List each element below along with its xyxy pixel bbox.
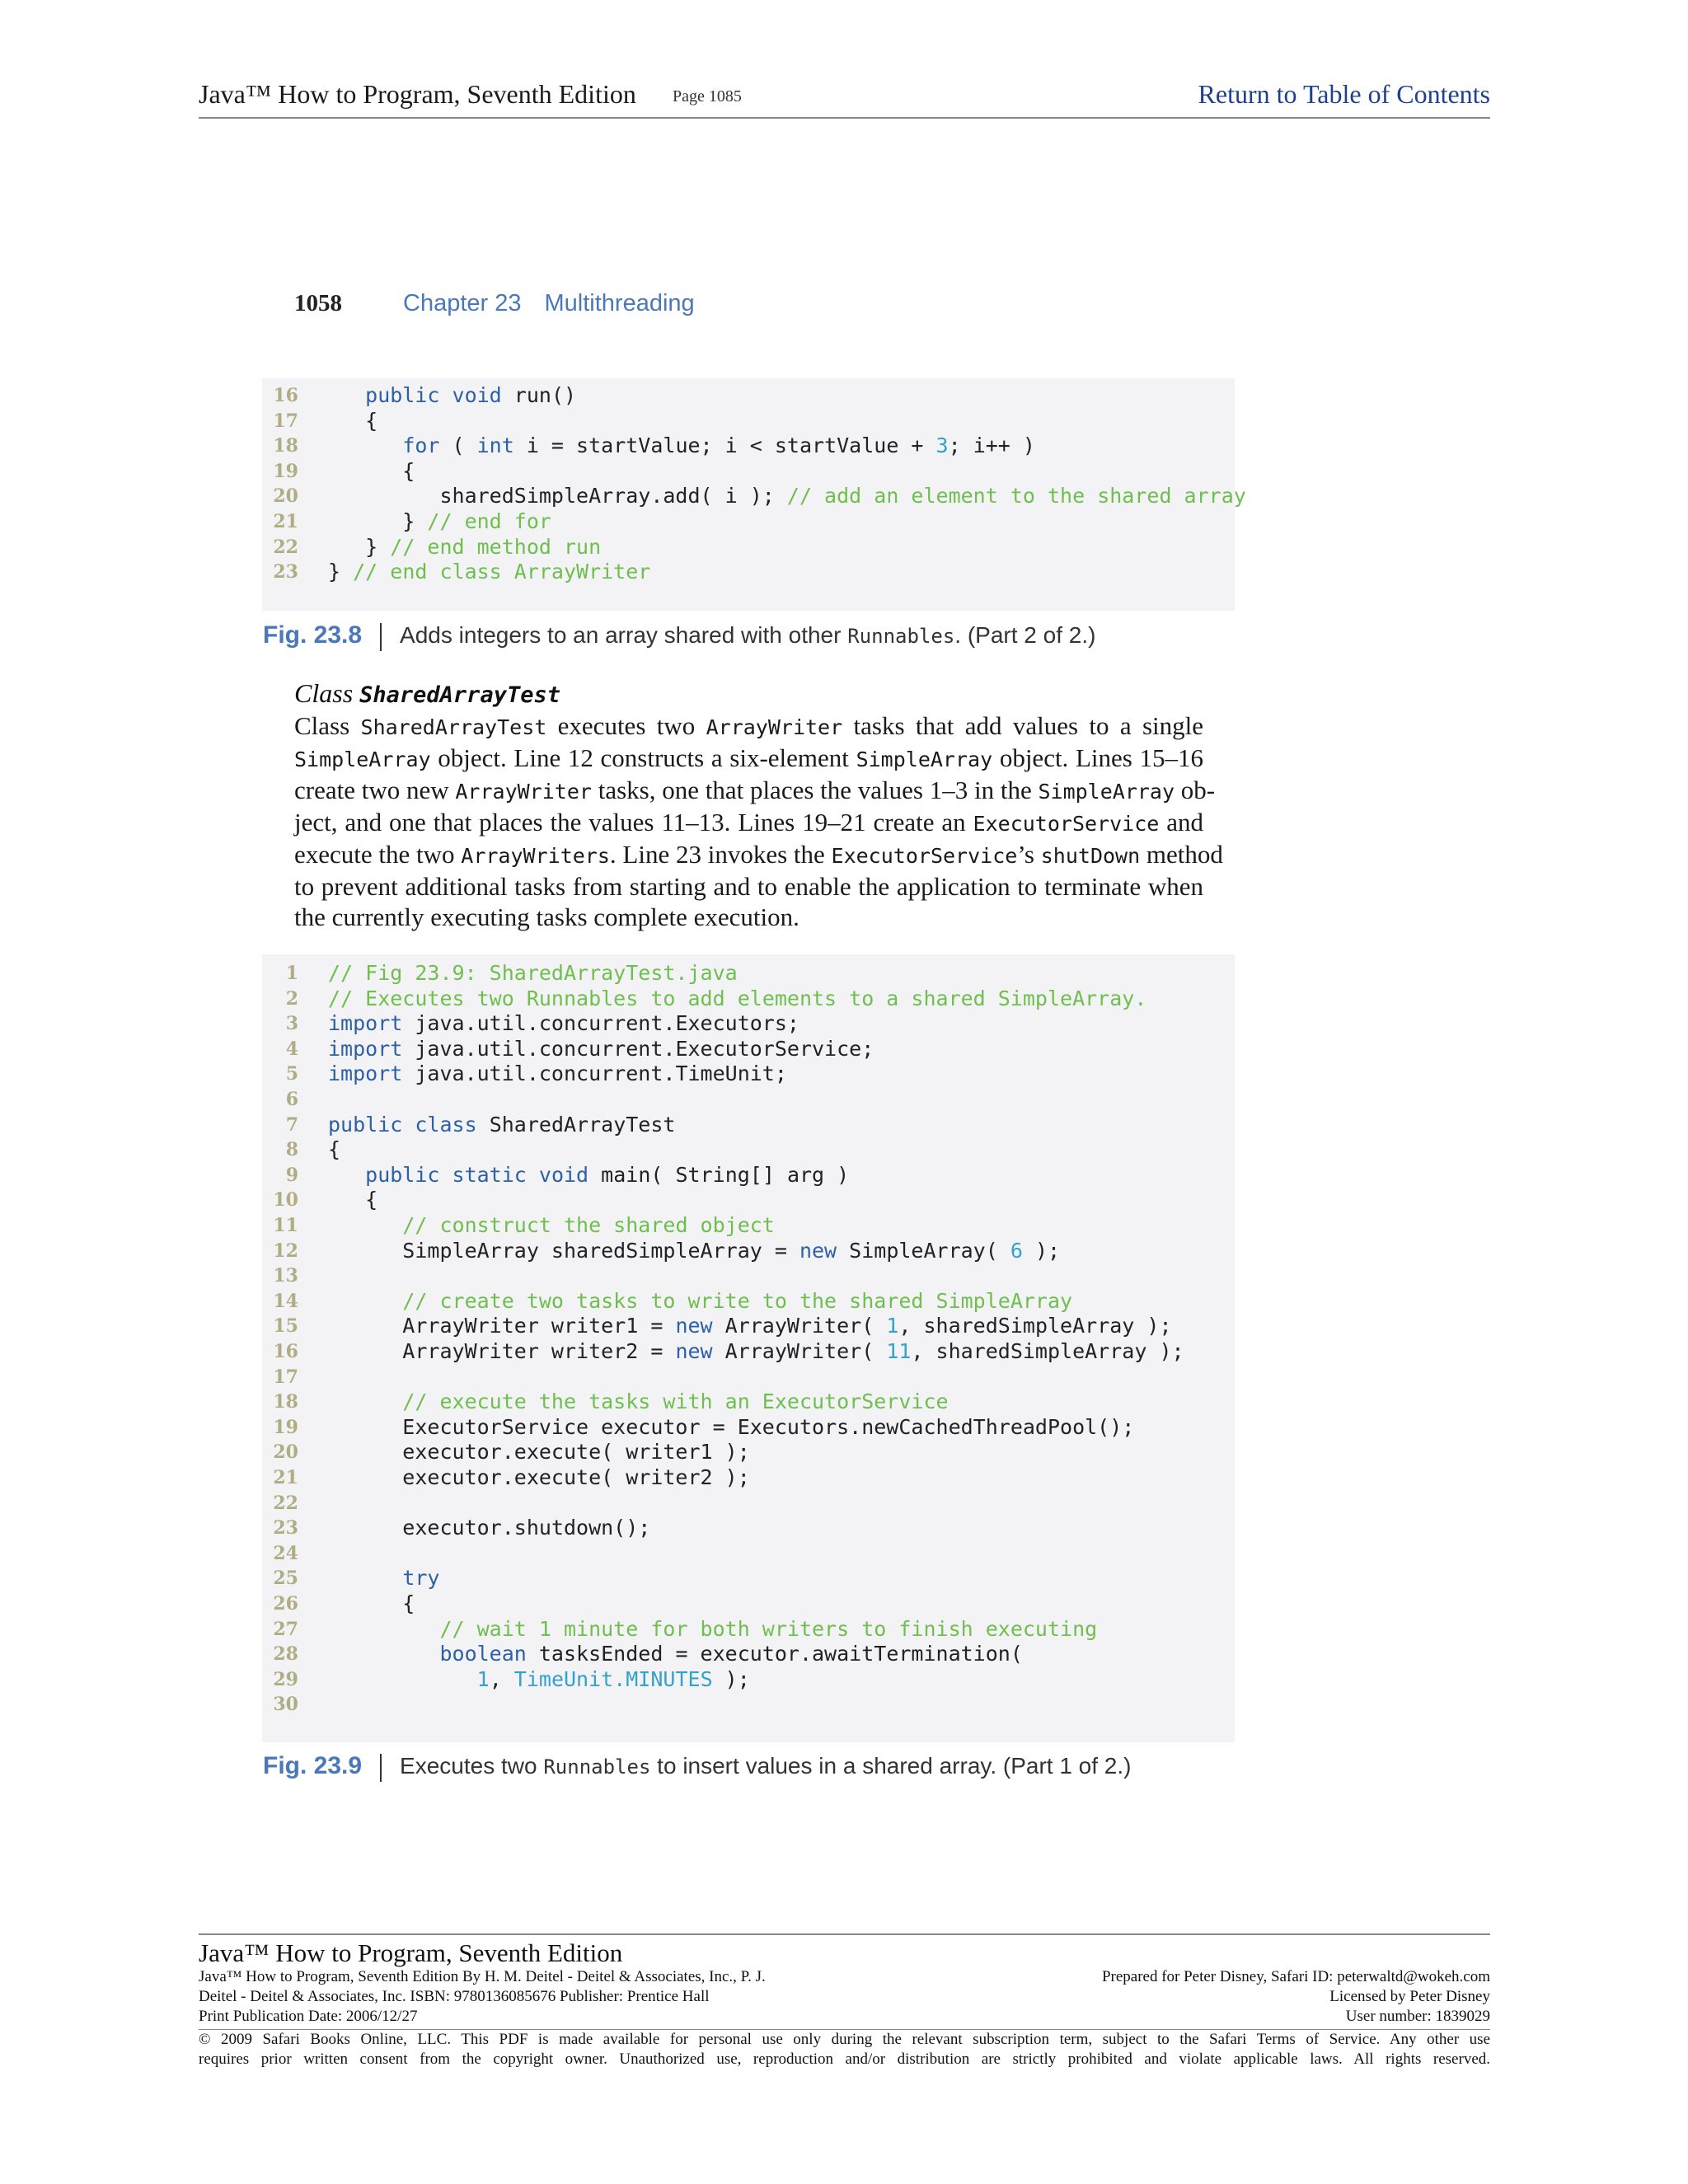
paragraph-line — [294, 807, 1203, 839]
code-text — [328, 1465, 750, 1490]
code-line — [262, 1213, 1235, 1238]
code-text — [328, 1163, 849, 1188]
code-token: i = startValue; i < startValue + — [513, 434, 936, 458]
code-text — [328, 1314, 1172, 1338]
code-text — [328, 409, 377, 434]
line-number: 20 — [273, 485, 298, 508]
text-run: executes two — [546, 711, 706, 740]
code-token — [527, 1163, 539, 1187]
section-heading-prefix: Class — [294, 678, 360, 708]
code-keyword: public — [328, 1112, 403, 1137]
text-run: the currently executing tasks complete execution. — [294, 902, 799, 931]
code-line — [262, 1365, 1235, 1390]
code-comment: // wait 1 minute for both writers to finish executing — [439, 1616, 1098, 1641]
code-token — [439, 383, 452, 407]
line-number: 23 — [273, 561, 298, 583]
code-text — [328, 1011, 799, 1036]
code-token: java.util.concurrent.TimeUnit; — [402, 1062, 787, 1086]
footer-publication-date: Print Publication Date: 2006/12/27 — [199, 2008, 418, 2025]
figure-caption-23-8 — [263, 621, 1095, 651]
code-line — [262, 1062, 1235, 1086]
code-token: { — [328, 458, 415, 483]
section-heading — [294, 678, 560, 709]
code-token: ; i++ ) — [948, 434, 1035, 458]
figure-number: Fig. 23.8 — [263, 621, 363, 649]
code-keyword: static — [452, 1162, 527, 1187]
footer-row — [199, 2008, 1490, 2027]
code-token: ArrayWriter writer1 = — [328, 1314, 676, 1338]
code-text — [328, 1037, 874, 1062]
footer-row — [199, 1968, 1490, 1988]
code-token: executor.shutdown(); — [328, 1516, 651, 1540]
code-line — [262, 1465, 1235, 1490]
code-token: run() — [501, 383, 577, 407]
line-number: 30 — [273, 1694, 298, 1716]
code-line — [262, 1541, 1235, 1566]
code-text — [328, 1591, 415, 1616]
code-line — [262, 1239, 1235, 1263]
code-text — [328, 1289, 1072, 1314]
code-comment: // execute the tasks with an ExecutorService — [402, 1390, 949, 1414]
code-token — [328, 434, 402, 457]
code-comment: // add an element to the shared array — [786, 484, 1246, 509]
inline-code: ArrayWriter — [455, 780, 592, 804]
code-text — [328, 509, 551, 534]
code-text — [328, 560, 650, 584]
code-line — [262, 1667, 1235, 1692]
code-text — [328, 484, 1246, 509]
code-line — [262, 409, 1235, 434]
code-line — [262, 961, 1235, 986]
running-head — [294, 290, 695, 317]
code-token — [328, 1667, 477, 1691]
code-keyword: import — [328, 1062, 403, 1086]
line-number: 2 — [285, 987, 298, 1010]
line-number: 16 — [273, 385, 298, 406]
text-run: . Line 23 invokes the — [609, 840, 832, 869]
code-line — [262, 987, 1235, 1011]
line-number: 22 — [273, 1492, 298, 1514]
code-token: ArrayWriter writer2 = — [328, 1339, 676, 1363]
inline-code: ArrayWriters — [461, 844, 610, 868]
caption-code: Runnables — [847, 625, 955, 648]
code-literal: 11 — [886, 1339, 912, 1363]
code-listing-fig-23-9 — [262, 954, 1235, 1742]
code-text — [328, 1667, 750, 1692]
code-comment: // construct the shared object — [402, 1213, 775, 1237]
code-text — [328, 459, 415, 484]
caption-code: Runnables — [543, 1755, 651, 1779]
page-footer — [199, 1933, 1490, 2069]
footer-copyright — [199, 2029, 1490, 2069]
line-number: 9 — [285, 1164, 298, 1186]
code-comment: // end for — [427, 509, 551, 533]
line-number: 21 — [273, 1467, 298, 1488]
code-token — [439, 1163, 452, 1187]
line-number: 24 — [273, 1542, 298, 1564]
line-number: 20 — [273, 1441, 298, 1464]
code-token: } — [328, 534, 391, 559]
line-number: 1 — [285, 963, 298, 984]
code-token: ); — [1022, 1238, 1061, 1263]
code-literal: 1 — [886, 1314, 899, 1338]
paragraph-line — [294, 743, 1203, 775]
inline-code: SimpleArray — [294, 748, 431, 771]
line-number: 7 — [285, 1113, 298, 1136]
code-line — [262, 1339, 1235, 1364]
line-number: 14 — [273, 1290, 298, 1312]
code-line — [262, 1415, 1235, 1440]
paragraph-line — [294, 710, 1203, 743]
code-line — [262, 509, 1235, 534]
text-run: ob- — [1175, 776, 1216, 804]
code-text — [328, 1390, 949, 1414]
text-run: tasks that add values to a single — [842, 711, 1203, 740]
section-heading-code: SharedArrayTest — [359, 682, 560, 708]
code-text — [328, 1566, 439, 1591]
code-text — [328, 1415, 1134, 1440]
code-comment: // create two tasks to write to the shared SimpleArray — [402, 1288, 1073, 1313]
code-token — [328, 1642, 439, 1666]
code-token: ); — [712, 1666, 750, 1691]
code-text — [328, 1137, 340, 1162]
code-text — [328, 1642, 1023, 1666]
line-number: 27 — [273, 1618, 298, 1640]
line-number: 10 — [273, 1189, 298, 1212]
code-line — [262, 1163, 1235, 1188]
code-keyword: boolean — [439, 1642, 527, 1666]
code-text — [328, 1188, 377, 1212]
code-keyword: try — [402, 1566, 440, 1591]
inline-code: SimpleArray — [856, 748, 993, 771]
code-line — [262, 484, 1246, 509]
code-line — [262, 1491, 1235, 1516]
code-keyword: import — [328, 1011, 403, 1036]
code-text — [328, 383, 576, 408]
code-line — [262, 1037, 1235, 1062]
code-comment: // Executes two Runnables to add elements to a shared SimpleArray. — [328, 986, 1147, 1010]
code-keyword: public — [365, 1162, 440, 1187]
caption-separator — [380, 623, 382, 651]
chapter-title: Multithreading — [544, 290, 695, 316]
code-text — [328, 1617, 1097, 1642]
line-number: 17 — [273, 410, 298, 432]
line-number: 15 — [273, 1315, 298, 1338]
code-literal: 1 — [476, 1666, 490, 1691]
code-token — [328, 1163, 365, 1187]
code-token: java.util.concurrent.ExecutorService; — [402, 1036, 874, 1061]
inline-code: ArrayWriter — [706, 715, 843, 739]
code-token: { — [328, 1137, 341, 1162]
code-line — [262, 1137, 1235, 1162]
paragraph-line — [294, 871, 1203, 902]
code-text — [328, 987, 1146, 1011]
code-keyword: void — [452, 383, 502, 407]
code-token: SimpleArray( — [837, 1238, 1010, 1263]
line-number: 12 — [273, 1240, 298, 1262]
code-line — [262, 1516, 1235, 1540]
code-token: ArrayWriter( — [712, 1314, 887, 1338]
footer-book-title: Java™ How to Program, Seventh Edition — [199, 1938, 623, 1967]
code-keyword: new — [675, 1339, 713, 1363]
book-title: Java™ How to Program, Seventh Edition — [199, 79, 636, 109]
inline-code: SharedArrayTest — [360, 715, 547, 739]
code-token: SimpleArray sharedSimpleArray = — [328, 1238, 799, 1263]
code-token — [328, 1213, 402, 1237]
line-number: 6 — [285, 1089, 298, 1110]
line-number: 19 — [273, 460, 298, 482]
code-literal: 6 — [1010, 1238, 1023, 1263]
text-run: execute the two — [294, 840, 462, 869]
code-line — [262, 383, 1235, 408]
code-token: main( String[] arg ) — [588, 1162, 850, 1187]
copyright-line: © 2009 Safari Books Online, LLC. This PDF is made available for personal use only during the relevant subscription term, subject to the Safari Terms of Service. Any other use — [199, 2031, 1490, 2048]
code-token — [328, 1617, 439, 1641]
page-reference: Page 1085 — [673, 87, 742, 105]
line-number: 4 — [285, 1038, 298, 1060]
caption-text: Executes two — [400, 1753, 544, 1779]
code-line — [262, 434, 1235, 458]
footer-row — [199, 1988, 1490, 2008]
text-run: create two new — [294, 776, 456, 804]
code-token: { — [328, 408, 378, 433]
footer-isbn-line: Deitel - Deitel & Associates, Inc. ISBN: 9780136085676 Publisher: Prentice Hall — [199, 1988, 710, 2005]
footer-user-number: User number: 1839029 — [1345, 2008, 1490, 2025]
line-number: 18 — [273, 1391, 298, 1413]
code-line — [262, 1263, 1235, 1288]
paragraph-line — [294, 839, 1223, 871]
text-run: ject, and one that places the values 11–13. Lines 19–21 create an — [294, 808, 973, 837]
code-line — [262, 1440, 1235, 1465]
code-token: executor.execute( writer1 ); — [328, 1440, 750, 1465]
chapter-label: Chapter 23 — [403, 290, 522, 316]
code-line — [262, 1087, 1235, 1112]
code-text — [328, 1516, 650, 1540]
code-keyword: import — [328, 1036, 403, 1061]
caption-separator — [380, 1754, 382, 1782]
code-token: java.util.concurrent.Executors; — [402, 1011, 799, 1036]
code-token: ExecutorService executor = Executors.newCachedThreadPool(); — [328, 1414, 1135, 1439]
code-keyword: class — [415, 1112, 477, 1137]
footer-author-line: Java™ How to Program, Seventh Edition By H. M. Deitel - Deitel & Associates, Inc., P. J. — [199, 1968, 766, 1985]
line-number: 18 — [273, 435, 298, 457]
line-number: 5 — [285, 1063, 298, 1085]
code-line — [262, 1566, 1235, 1591]
line-number: 26 — [273, 1593, 298, 1615]
code-token: } — [328, 509, 428, 533]
code-text — [328, 434, 1035, 458]
code-token — [328, 1566, 402, 1590]
paragraph-line — [294, 902, 1203, 932]
code-text — [328, 1213, 775, 1238]
code-text — [328, 1113, 675, 1137]
text-run: ’s — [1017, 840, 1041, 869]
code-listing-fig-23-8 — [262, 378, 1246, 611]
paragraph-line — [294, 775, 1216, 807]
code-line — [262, 535, 1235, 560]
inline-code: SimpleArray — [1038, 780, 1175, 804]
code-line — [262, 1642, 1235, 1666]
line-number: 19 — [273, 1416, 298, 1438]
code-token: } — [328, 560, 354, 584]
footer-licensed-by: Licensed by Peter Disney — [1329, 1988, 1490, 2005]
code-token: , — [489, 1666, 514, 1691]
code-line — [262, 1390, 1235, 1414]
line-number: 21 — [273, 511, 298, 532]
code-keyword: int — [476, 434, 514, 458]
line-number: 11 — [273, 1215, 298, 1236]
code-token: executor.execute( writer2 ); — [328, 1465, 750, 1489]
code-token — [328, 1289, 402, 1313]
line-number: 13 — [273, 1265, 298, 1287]
text-run: to prevent additional tasks from starting and to enable the application to terminate when — [294, 872, 1203, 901]
code-literal: TimeUnit.MINUTES — [513, 1666, 713, 1691]
line-number: 8 — [285, 1139, 298, 1161]
code-token: SharedArrayTest — [476, 1112, 676, 1137]
code-token: , sharedSimpleArray ); — [898, 1314, 1172, 1338]
code-text — [328, 1239, 1060, 1263]
code-text — [328, 535, 601, 560]
code-line — [262, 459, 1235, 484]
text-run: object. Line 12 constructs a six-element — [430, 743, 856, 772]
code-keyword: void — [538, 1162, 589, 1187]
code-comment: // end class ArrayWriter — [353, 560, 651, 584]
code-token: tasksEnded = executor.awaitTermination( — [526, 1642, 1023, 1666]
text-run: tasks, one that places the values 1–3 in the — [591, 776, 1039, 804]
code-line — [262, 560, 1235, 584]
code-text — [328, 961, 738, 986]
code-text — [328, 1062, 787, 1086]
caption-text: Adds integers to an array shared with other — [400, 622, 848, 648]
body-paragraph — [294, 710, 1223, 932]
text-run: method — [1140, 840, 1223, 869]
code-line — [262, 1011, 1235, 1036]
code-comment: // Fig 23.9: SharedArrayTest.java — [328, 961, 738, 985]
code-text — [328, 1440, 750, 1465]
inline-code: ExecutorService — [831, 844, 1018, 868]
text-run: object. Lines 15–16 — [992, 743, 1204, 772]
code-comment: // end method run — [390, 534, 602, 559]
top-header — [199, 74, 1490, 119]
figure-number: Fig. 23.9 — [263, 1752, 363, 1779]
code-line — [262, 1289, 1235, 1314]
figure-caption-23-9 — [263, 1752, 1131, 1782]
text-run: and — [1159, 808, 1203, 837]
line-number: 22 — [273, 536, 298, 558]
code-keyword: new — [675, 1314, 713, 1338]
code-line — [262, 1591, 1235, 1616]
code-text — [328, 1339, 1184, 1364]
caption-text-end: . (Part 2 of 2.) — [954, 622, 1096, 648]
code-line — [262, 1113, 1235, 1137]
code-token — [402, 1113, 415, 1137]
code-token: , sharedSimpleArray ); — [911, 1339, 1184, 1363]
line-number: 3 — [285, 1013, 298, 1035]
line-number: 17 — [273, 1366, 298, 1388]
footer-prepared-for: Prepared for Peter Disney, Safari ID: peterwaltd@wokeh.com — [1101, 1968, 1490, 1985]
line-number: 29 — [273, 1668, 298, 1690]
line-number: 28 — [273, 1643, 298, 1666]
inline-code: ExecutorService — [973, 812, 1160, 836]
code-line — [262, 1314, 1235, 1338]
code-keyword: public — [365, 383, 440, 407]
copyright-line: requires prior written consent from the copyright owner. Unauthorized use, reproduction and/or distribution are strictly prohibited and violate applicable laws. All rights reserved. — [199, 2050, 1490, 2068]
code-token — [328, 1390, 402, 1413]
code-keyword: for — [402, 434, 440, 458]
page-number: 1058 — [294, 290, 342, 316]
code-token — [328, 383, 365, 407]
code-line — [262, 1692, 1235, 1717]
line-number: 23 — [273, 1517, 298, 1540]
code-token: { — [328, 1591, 415, 1615]
code-token: ArrayWriter( — [712, 1339, 887, 1363]
line-number: 25 — [273, 1568, 298, 1590]
line-number: 16 — [273, 1341, 298, 1362]
caption-text-end: to insert values in a shared array. (Part 1 of 2.) — [650, 1753, 1132, 1779]
code-keyword: new — [799, 1238, 837, 1263]
inline-code: shutDown — [1040, 844, 1141, 868]
code-token: sharedSimpleArray.add( i ); — [328, 484, 787, 509]
code-literal: 3 — [935, 434, 949, 458]
code-line — [262, 1188, 1235, 1212]
code-token: ( — [439, 434, 477, 458]
text-run: Class — [294, 711, 361, 740]
code-token: { — [328, 1188, 378, 1212]
code-line — [262, 1617, 1235, 1642]
return-to-toc-link[interactable]: Return to Table of Contents — [1198, 79, 1490, 109]
